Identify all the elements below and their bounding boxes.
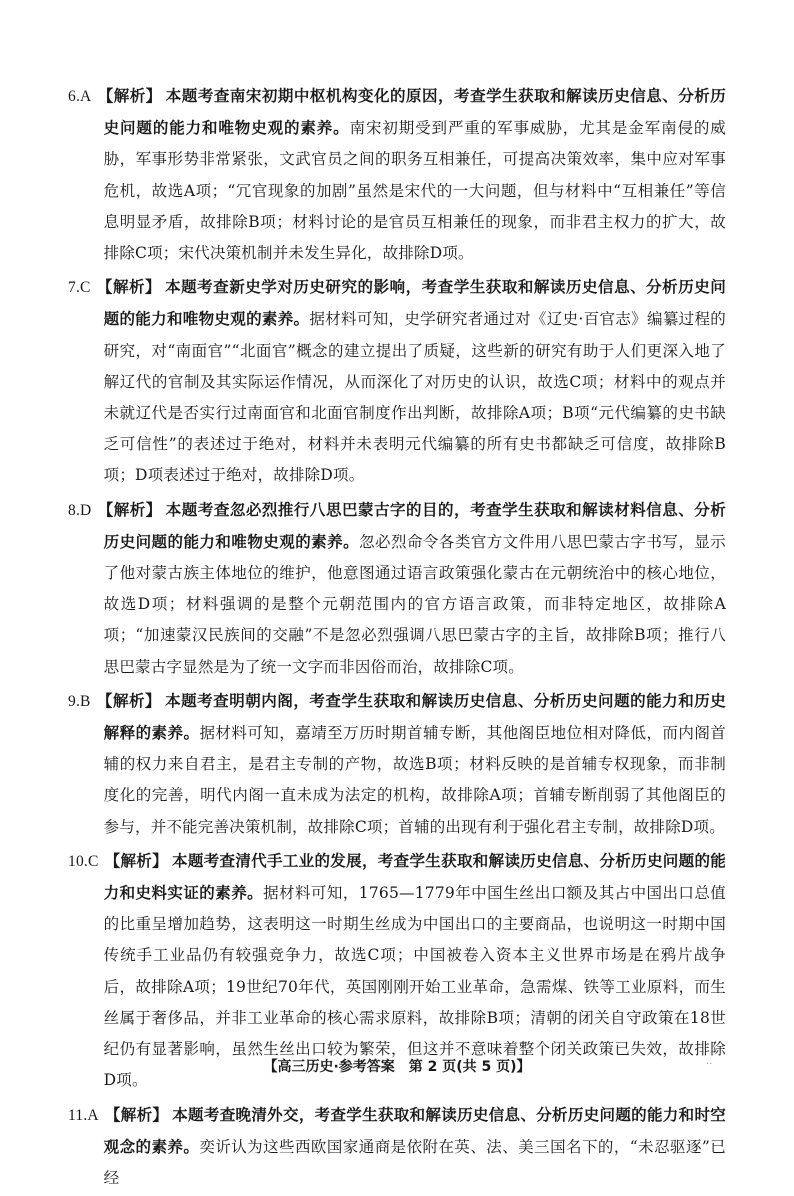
- answer-lead: 本题考查忽必烈推行八思巴蒙古字的目的，考查学生获取和解读材料信息、分析历史问题的能力和唯物史观的素养。: [103, 499, 726, 551]
- answer-item-6: [68, 80, 726, 269]
- answer-paragraph: [68, 685, 726, 843]
- analysis-tag: 【解析】: [97, 499, 162, 519]
- analysis-tag: 【解析】: [97, 86, 162, 105]
- answer-item-7: [68, 271, 726, 491]
- analysis-tag: 【解析】: [96, 690, 162, 710]
- answer-lead: 本题考查晚清外交，考查学生获取和解读历史信息、分析历史问题的能力和时空观念的素养。: [103, 1104, 726, 1156]
- corner-mark: ..: [706, 1056, 713, 1067]
- answer-paragraph: [68, 494, 726, 683]
- answer-number: 7.C: [68, 279, 91, 297]
- page-footer: 【高三历史·参考答案 第 2 页(共 5 页)】: [263, 1059, 531, 1075]
- answer-lead: 本题考查新史学对历史研究的影响，考查学生获取和解读历史信息、分析历史问题的能力和唯物史观的素养。: [103, 277, 726, 329]
- answer-item-9: [68, 685, 726, 843]
- analysis-tag: 【解析】: [104, 1104, 169, 1124]
- answer-paragraph: [68, 80, 726, 269]
- answer-lead: 本题考查明朝内阁，考查学生获取和解读历史信息、分析历史问题的能力和历史解释的素养。: [103, 690, 726, 743]
- answer-body: 南宋初期受到严重的军事威胁，尤其是金军南侵的威胁，军事形势非常紧张，文武官员之间的职务互相兼任，可提高决策效率，集中应对军事危机，故选A项；“冗官现象的加剧”虽然是宋代的一大问题，但与材料中“互相兼任”等信息明显矛盾，故排除B项；材料讨论的是官员互相兼任的现象，而非君主权力的扩大，故排除C项；宋代决策机制并未发生异化，故排除D项。: [103, 119, 726, 263]
- answer-body: 奕䜣认为这些西欧国家通商是依附在英、法、美三国名下的，“未忍驱逐”已经: [103, 1137, 727, 1187]
- answer-number: 8.D: [68, 501, 92, 519]
- answer-number: 10.C: [68, 852, 99, 870]
- answer-lead: 本题考查清代手工业的发展，考查学生获取和解读历史信息、分析历史问题的能力和史料实证的素养。: [103, 850, 726, 903]
- answer-body: 据材料可知，1765—1779年中国生丝出口额及其占中国出口总值的比重呈增加趋势，这表明这一时期生丝成为中国出口的主要商品，也说明这一时期中国传统手工业品仍有较强竞争力，故选C项；中国被卷入资本主义世界市场是在鸦片战争后，故排除A项；19世纪70年代，英国刚刚开始工业革命，急需煤、铁等工业原料，而生丝属于奢侈品，并非工业革命的核心需求原料，故排除B项；清朝的闭关自守政策在18世纪仍有显著影响，虽然生丝出口较为繁荣，但这并不意味着整个闭关政策已失效，故排除D项。: [103, 884, 726, 1090]
- answer-body: 忽必烈命令各类官方文件用八思巴蒙古字书写，显示了他对蒙古族主体地位的维护，他意图通过语言政策强化蒙古在元朝统治中的核心地位，故选D项；材料强调的是整个元朝范围内的官方语言政策，而非特定地区，故排除A项；“加速蒙汉民族间的交融”不是忽必烈强调八思巴蒙古字的主旨，故排除B项；推行八思巴蒙古字显然是为了统一文字而非因俗而治，故排除C项。: [103, 532, 726, 676]
- answer-number: 11.A: [68, 1106, 99, 1124]
- answer-paragraph: [68, 271, 726, 491]
- answer-item-8: [68, 494, 726, 683]
- answer-body: 据材料可知，史学研究者通过对《辽史·百官志》编纂过程的研究，对“南面官”“北面官”概念的建立提出了质疑，这些新的研究有助于人们更深入地了解辽代的官制及其实际运作情况，从而深化了对历史的认识，故选C项；材料中的观点并未就辽代是否实行过南面官和北面官制度作出判断，故排除A项；B项“元代编纂的史书缺乏可信性”的表述过于绝对，材料并未表明元代编纂的所有史书都缺乏可信度，故排除B项；D项表述过于绝对，故排除D项。: [103, 310, 726, 485]
- answer-number: 9.B: [68, 692, 91, 710]
- analysis-tag: 【解析】: [104, 850, 168, 870]
- answer-paragraph: [68, 1099, 726, 1195]
- answer-body: 据材料可知，嘉靖至万历时期首辅专断，其他阁臣地位相对降低，而内阁首辅的权力来自君主，是君主专制的产物，故选B项；材料反映的是首辅专权现象，而非制度化的完善，明代内阁一直未成为法定的机构，故排除A项；首辅专断削弱了其他阁臣的参与，并不能完善决策机制，故排除C项；首辅的出现有利于强化君主专制，故排除D项。: [103, 724, 727, 836]
- answer-lead: 本题考查南宋初期中枢机构变化的原因，考查学生获取和解读历史信息、分析历史问题的能力和唯物史观的素养。: [103, 86, 726, 138]
- answer-number: 6.A: [68, 88, 92, 105]
- analysis-tag: 【解析】: [96, 277, 162, 297]
- answer-item-11: [68, 1099, 726, 1195]
- answer-list: [68, 80, 726, 1196]
